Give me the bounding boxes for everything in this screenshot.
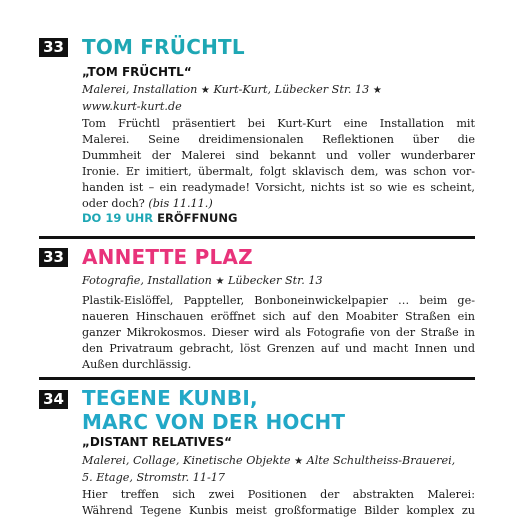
star-icon: ★ [294,456,304,467]
entry-tegene-kunbi [39,377,475,524]
entry-title: TOM FRÜCHTL [82,35,245,59]
star-icon: ★ [200,85,210,96]
entry-title: ANNETTE PLAZ [82,245,253,269]
entry-subtitle: „DISTANT RELATIVES“ [82,435,233,449]
entry-number: 34 [39,390,68,409]
star-icon: ★ [215,276,225,287]
event-time: DO 19 UHR [82,211,154,225]
entry-title: TEGENE KUNBI, MARC VON DER HOCHT [82,386,346,434]
divider [39,236,475,239]
entry-description: Plastik-Eislöffel, Pappteller, Bonboneinwickelpapier … beim ge- naueren Hinschauen eröffnet sich auf den Moabiter Straßen ein ganzer Mikrokosmos. Dieser wird als Fotografie von der Straße in den Privatraum gebracht, löst Grenzen auf und macht Innen und Außen durchlässig. [82,294,475,371]
star-icon: ★ [372,85,382,96]
entry-description: Tom Früchtl präsentiert bei Kurt-Kurt eine Installation mit Malerei. Seine dreidimensionalen Reflektionen über die Dummheit der Malerei sind bekannt und voller wunderbarer Ironie. Er imitiert, übermalt, folgt sklavisch dem, was schon vor- handen ist – ein readymade! Vorsicht, nichts ist so wie es scheint, oder doch? (bis 11.11.) [82,117,475,210]
website-link[interactable]: www.kurt-kurt.de [82,100,182,113]
entry-dates: (bis 11.11.) [148,197,213,210]
entry-description: Hier treffen sich zwei Positionen der abstrakten Malerei: Während Tegene Kunbis meist großformatige Bilder komplex zu [82,488,475,517]
event-label: ERÖFFNUNG [157,211,238,225]
entry-annette-plaz [39,236,475,372]
entry-number: 33 [39,248,68,267]
entry-tom-fruechtl [39,34,475,229]
entry-meta: Malerei, Installation ★ Kurt-Kurt, Lübecker Str. 13 ★ www.kurt-kurt.de [82,82,475,115]
entry-meta: Malerei, Collage, Kinetische Objekte ★ Alte Schultheiss-Brauerei, 5. Etage, Stromstr. 11-17 [82,454,456,484]
entry-subtitle: „TOM FRÜCHTL“ [82,65,192,79]
entry-meta: Fotografie, Installation ★ Lübecker Str. 13 [82,274,323,287]
entry-number: 33 [39,38,68,57]
entry-event [82,210,475,226]
divider [39,377,475,380]
